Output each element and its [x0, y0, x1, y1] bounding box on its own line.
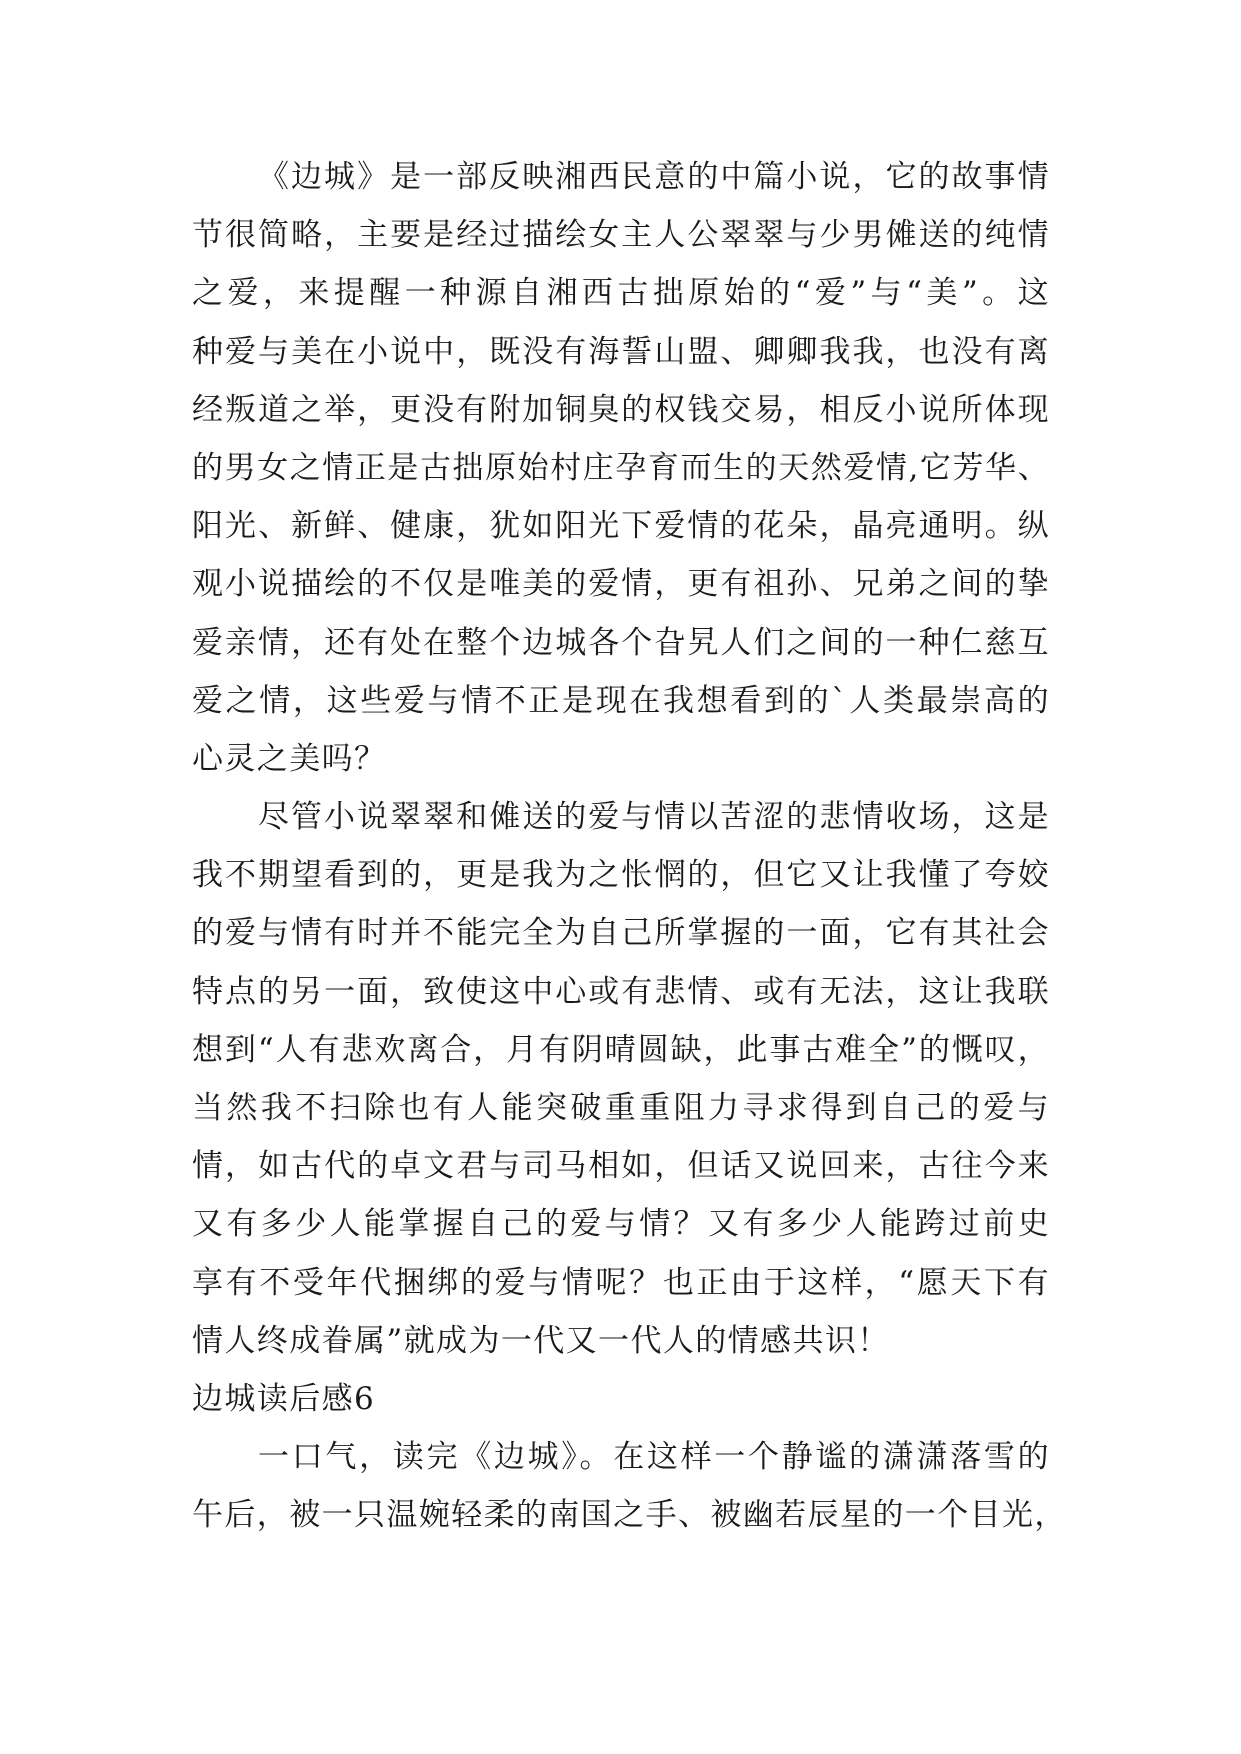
- paragraph-line: 爱之情，这些爱与情不正是现在我想看到的`人类最崇高的: [192, 682, 1050, 719]
- paragraph-line: 经叛道之举，更没有附加铜臭的权钱交易，相反小说所体现: [192, 391, 1050, 428]
- paragraph-line: 当然我不扫除也有人能突破重重阻力寻求得到自己的爱与: [192, 1090, 1050, 1126]
- document-body: [192, 148, 1067, 1545]
- paragraph-line: 情人终成眷属”就成为一代又一代人的情感共识！: [192, 1322, 890, 1359]
- paragraph: [192, 148, 1050, 788]
- paragraph-line: 心灵之美吗？: [192, 740, 387, 777]
- paragraph-line: 的爱与情有时并不能完全为自己所掌握的一面，它有其社会: [192, 915, 1050, 952]
- paragraph-line: 我不期望看到的，更是我为之怅惘的，但它又让我懂了夸姣: [192, 857, 1050, 894]
- paragraph-line: 《边城》是一部反映湘西民意的中篇小说，它的故事情: [258, 159, 1050, 195]
- paragraph-line: 爱亲情，还有处在整个边城各个旮旯人们之间的一种仁慈互: [192, 624, 1050, 661]
- paragraph: [192, 1428, 1067, 1544]
- paragraph-line: 节很简略，主要是经过描绘女主人公翠翠与少男傩送的纯情: [192, 217, 1050, 254]
- paragraph-line: 又有多少人能掌握自己的爱与情？又有多少人能跨过前史: [192, 1206, 1050, 1243]
- paragraph-line: 享有不受年代捆绑的爱与情呢？也正由于这样，“愿天下有: [192, 1264, 1050, 1301]
- paragraph-line: 种爱与美在小说中，既没有海誓山盟、卿卿我我，也没有离: [192, 333, 1050, 370]
- paragraph-line: 的男女之情正是古拙原始村庄孕育而生的天然爱情,它芳华、: [192, 449, 1050, 486]
- paragraph-line: 之爱，来提醒一种源自湘西古拙原始的“爱”与“美”。这: [192, 275, 1050, 312]
- paragraph-line: 想到“人有悲欢离合，月有阴晴圆缺，此事古难全”的慨叹，: [192, 1031, 1050, 1068]
- paragraph-line: 阳光、新鲜、健康，犹如阳光下爱情的花朵，晶亮通明。纵: [192, 508, 1050, 545]
- paragraph-line: 特点的另一面，致使这中心或有悲情、或有无法，这让我联: [192, 973, 1050, 1010]
- paragraph-line: 情，如古代的卓文君与司马相如，但话又说回来，古往今来: [192, 1148, 1050, 1185]
- section-heading: 边城读后感6: [192, 1380, 376, 1417]
- paragraph-line: 一口气，读完《边城》。在这样一个静谧的潇潇落雪的: [258, 1439, 1050, 1476]
- paragraph: [192, 788, 1050, 1370]
- paragraph-line: 观小说描绘的不仅是唯美的爱情，更有祖孙、兄弟之间的挚: [192, 566, 1050, 603]
- paragraph-line: 午后，被一只温婉轻柔的南国之手、被幽若辰星的一个目光，: [192, 1497, 1067, 1534]
- paragraph-line: 尽管小说翠翠和傩送的爱与情以苦涩的悲情收场，这是: [258, 799, 1050, 836]
